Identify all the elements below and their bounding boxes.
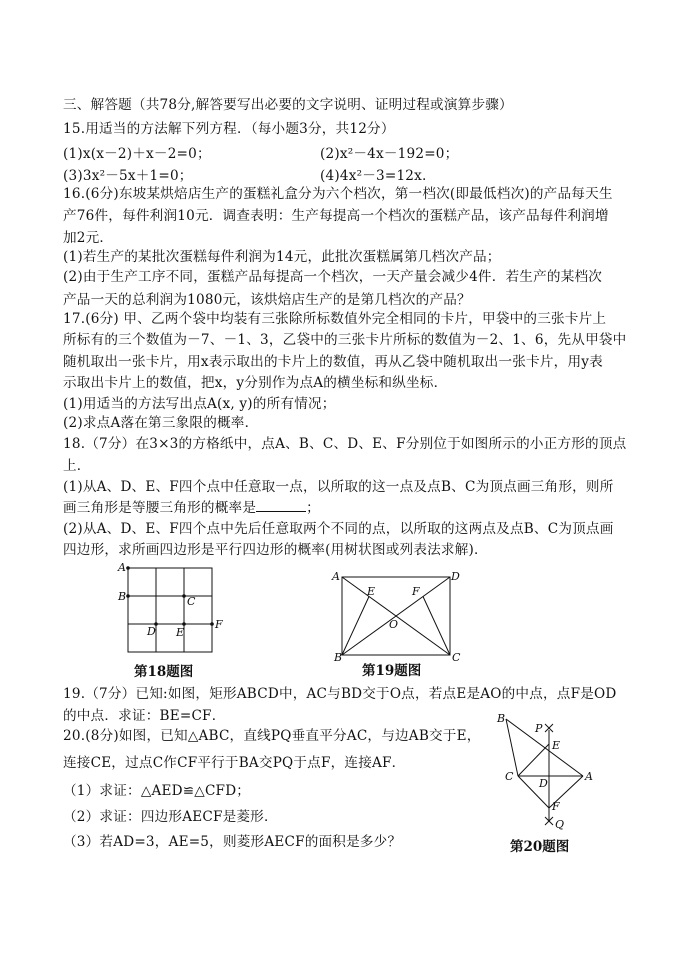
q17-part2: (2)求点A落在第三象限的概率． bbox=[63, 415, 259, 431]
fig18-label-c: C bbox=[187, 595, 196, 608]
fig19-label-e: E bbox=[367, 585, 376, 598]
fig18-caption: 第18题图 bbox=[134, 664, 194, 680]
q20-line2: 连接CE，过点C作CF平行于BA交PQ于点F，连接AF． bbox=[63, 755, 406, 771]
q16-line2: 产76件，每件利润10元．调查表明：生产每提高一个档次的蛋糕产品，该产品每件利润增 bbox=[63, 208, 609, 224]
q16-line1: 16.(6分)东坡某烘焙店生产的蛋糕礼盒分为六个档次，第一档次(即最低档次)的产品每天生 bbox=[63, 186, 613, 202]
q17-part1: (1)用适当的方法写出点A(x, y)的所有情况； bbox=[63, 396, 336, 412]
q18-part2-line1: (2)从A、D、E、F四个点中先后任意取两个不同的点，以所取的这两点及点B、C为顶点画 bbox=[63, 521, 614, 537]
section-title: 三、解答题（共78分,解答要写出必要的文字说明、证明过程或演算步骤） bbox=[63, 97, 513, 113]
fig19-rectangle bbox=[330, 568, 465, 663]
q17-line2: 所标有的三个数值为－7、－1、3，乙袋中的三张卡片所标的数值为－2、1、6，先从甲袋中 bbox=[63, 332, 627, 348]
q15-part3: (3)3x²－5x＋1=0； bbox=[63, 168, 193, 184]
q16-line3: 加2元． bbox=[63, 230, 114, 246]
fig18-label-a: A bbox=[118, 561, 126, 574]
q16-part2-line1: (2)由于生产工序不同，蛋糕产品每提高一个档次，一天产量会减少4件．若生产的某档次 bbox=[63, 269, 603, 285]
q15-part2: (2)x²－4x－192=0； bbox=[320, 146, 459, 162]
q18-line1: 18.（7分）在3×3的方格纸中，点A、B、C、D、E、F分别位于如图所示的小正方形的顶点 bbox=[63, 436, 627, 452]
q16-part1: (1)若生产的某批次蛋糕每件利润为14元，此批次蛋糕属第几档次产品； bbox=[63, 249, 501, 265]
fig20-label-a: A bbox=[585, 770, 593, 783]
q17-line4: 示取出卡片上的数值，把x，y分别作为点A的横坐标和纵坐标． bbox=[63, 375, 448, 391]
q18-part1-text: 画三角形是等腰三角形的概率是 bbox=[63, 500, 257, 516]
fig18-label-b: B bbox=[118, 590, 127, 603]
fig20-rhombus bbox=[495, 710, 600, 830]
fig20-label-e: E bbox=[552, 739, 561, 752]
q18-part2-line2: 四边形，求所画四边形是平行四边形的概率(用树状图或列表法求解)． bbox=[63, 542, 488, 558]
q17-line1: 17.(6分) 甲、乙两个袋中均装有三张除所标数值外完全相同的卡片，甲袋中的三张卡片上 bbox=[63, 311, 607, 327]
q15-part4: (4)4x²－3=12x. bbox=[320, 168, 427, 184]
fig19-label-b: B bbox=[334, 651, 343, 663]
fig20-caption: 第20题图 bbox=[510, 839, 570, 855]
fig20-label-b: B bbox=[497, 712, 506, 725]
q17-line3: 随机取出一张卡片，用x表示取出的卡片上的数值，再从乙袋中随机取出一张卡片，用y表 bbox=[63, 354, 603, 370]
q20-part2: （2）求证：四边形AECF是菱形． bbox=[63, 809, 278, 825]
fig20-label-p: P bbox=[535, 722, 543, 735]
q18-line2: 上． bbox=[63, 458, 91, 474]
fig19-label-a: A bbox=[332, 570, 340, 583]
q15-stem: 15.用适当的方法解下列方程．（每小题3分，共12分） bbox=[63, 121, 395, 137]
fig19-label-o: O bbox=[389, 618, 399, 631]
fig20-label-c: C bbox=[505, 770, 514, 783]
fig19-caption: 第19题图 bbox=[362, 663, 422, 679]
fig19-label-d: D bbox=[451, 570, 460, 583]
fig19-label-c: C bbox=[452, 651, 461, 663]
q16-part2-line2: 产品一天的总利润为1080元，该烘焙店生产的是第几档次的产品？ bbox=[63, 292, 471, 308]
q18-part1-end: ； bbox=[306, 500, 320, 516]
fig18-label-e: E bbox=[176, 626, 185, 639]
answer-blank bbox=[256, 499, 306, 512]
fig18-label-f: F bbox=[215, 618, 223, 631]
fig18-label-d: D bbox=[147, 625, 156, 638]
q20-line1: 20.(8分)如图，已知△ABC，直线PQ垂直平分AC，与边AB交于E， bbox=[63, 728, 481, 744]
q20-part3: （3）若AD=3，AE=5，则菱形AECF的面积是多少？ bbox=[63, 834, 402, 850]
q19-line1: 19.（7分）已知:如图，矩形ABCD中，AC与BD交于O点，若点E是AO的中点，点F是OD bbox=[63, 686, 617, 702]
fig18-grid bbox=[112, 560, 232, 660]
fig19-label-f: F bbox=[412, 585, 420, 598]
q18-part1-line2 bbox=[63, 499, 320, 518]
q19-line2: 的中点．求证：BE=CF． bbox=[63, 708, 226, 724]
q20-part1: （1）求证：△AED≌△CFD； bbox=[63, 783, 251, 799]
fig20-label-d: D bbox=[539, 777, 548, 790]
fig20-label-f: F bbox=[552, 800, 560, 813]
fig20-label-q: Q bbox=[555, 818, 565, 830]
q18-part1-line1: (1)从A、D、E、F四个点中任意取一点，以所取的这一点及点B、C为顶点画三角形，则所 bbox=[63, 479, 614, 495]
q15-part1: (1)x(x－2)＋x－2=0； bbox=[63, 146, 211, 162]
